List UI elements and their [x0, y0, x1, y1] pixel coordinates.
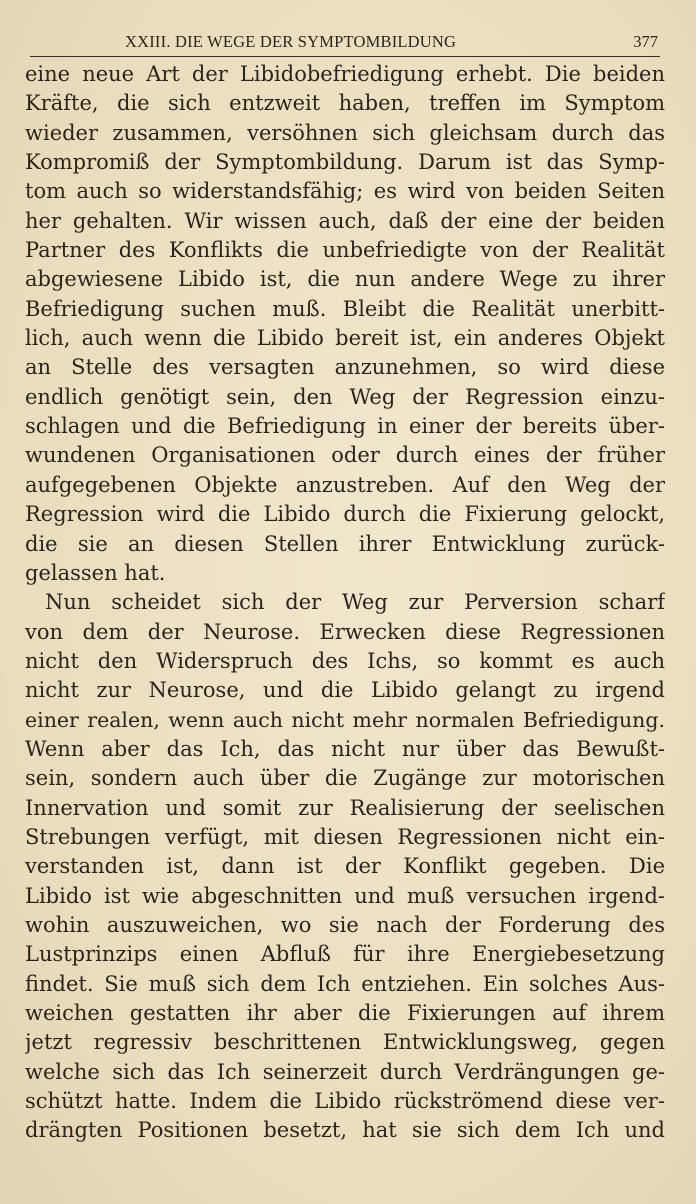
text-line: weichen gestatten ihr aber die Fixierungen auf ihrem [25, 1001, 665, 1025]
text-line: schlagen und die Befriedigung in einer der bereits über- [25, 414, 665, 439]
text-line: tom auch so widerstandsfähig; es wird von beiden Seiten [25, 179, 665, 204]
text-line: Kompromiß der Symptombildung. Darum ist das Symp- [25, 150, 665, 175]
text-line: wieder zusammen, versöhnen sich gleichsam durch das [25, 120, 665, 145]
text-line: eine neue Art der Libidobefriedigung erhebt. Die beiden [25, 62, 665, 86]
body-text [25, 60, 665, 1146]
text-line: welche sich das Ich seinerzeit durch Verdrängungen ge- [25, 1059, 665, 1084]
text-line: endlich genötigt sein, den Weg der Regression einzu- [25, 384, 665, 409]
page-header [30, 30, 660, 57]
text-line: lich, auch wenn die Libido bereit ist, ein anderes Objekt [25, 326, 665, 351]
text-line: Lustprinzips einen Abfluß für ihre Energiebesetzung [25, 942, 665, 967]
text-line: aufgegebenen Objekte anzustreben. Auf den Weg der [25, 472, 665, 497]
text-line: wundenen Organisationen oder durch eines der früher [25, 443, 665, 468]
running-title: XXIII. DIE WEGE DER SYMPTOMBILDUNG [125, 32, 457, 51]
text-line: abgewiesene Libido ist, die nun andere Wege zu ihrer [25, 267, 665, 292]
text-line: nicht zur Neurose, und die Libido gelangt zu irgend [25, 678, 665, 703]
text-line: einer realen, wenn auch nicht mehr normalen Befriedigung. [25, 707, 665, 732]
text-line: an Stelle des versagten anzunehmen, so wird diese [25, 355, 665, 380]
text-line: nicht den Widerspruch des Ichs, so kommt es auch [25, 648, 665, 673]
text-line: verstanden ist, dann ist der Konflikt gegeben. Die [25, 854, 665, 879]
paragraph-1 [25, 60, 665, 588]
text-line: findet. Sie muß sich dem Ich entziehen. Ein solches Aus- [25, 971, 665, 996]
text-line: gelassen hat. [25, 560, 166, 585]
text-line: Kräfte, die sich entzweit haben, treffen im Symptom [25, 91, 665, 116]
page-number: 377 [633, 32, 658, 51]
text-line: Innervation und somit zur Realisierung der seelischen [25, 795, 665, 820]
text-line: die sie an diesen Stellen ihrer Entwicklung zurück- [25, 531, 665, 556]
text-line: Strebungen verfügt, mit diesen Regressionen nicht ein- [25, 824, 665, 849]
text-line: her gehalten. Wir wissen auch, daß der eine der beiden [25, 208, 665, 233]
text-line: wohin auszuweichen, wo sie nach der Forderung des [25, 912, 665, 937]
text-line: Nun scheidet sich der Weg zur Perversion scharf [45, 590, 665, 615]
text-line: Libido ist wie abgeschnitten und muß versuchen irgend- [25, 883, 665, 908]
text-line: Partner des Konflikts die unbefriedigte von der Realität [25, 238, 665, 263]
text-line: schützt hatte. Indem die Libido rückströmend diese ver- [25, 1089, 665, 1114]
paragraph-2 [25, 588, 665, 1146]
text-line: sein, sondern auch über die Zugänge zur motorischen [25, 766, 665, 791]
text-line: Befriedigung suchen muß. Bleibt die Realität unerbitt- [25, 296, 665, 321]
text-line: Regression wird die Libido durch die Fixierung gelockt, [25, 502, 665, 527]
text-line: Wenn aber das Ich, das nicht nur über das Bewußt- [25, 736, 665, 761]
text-line: jetzt regressiv beschrittenen Entwicklungsweg, gegen [25, 1030, 665, 1055]
text-line: drängten Positionen besetzt, hat sie sich dem Ich und [25, 1118, 665, 1143]
text-line: von dem der Neurose. Erwecken diese Regressionen [25, 619, 665, 644]
